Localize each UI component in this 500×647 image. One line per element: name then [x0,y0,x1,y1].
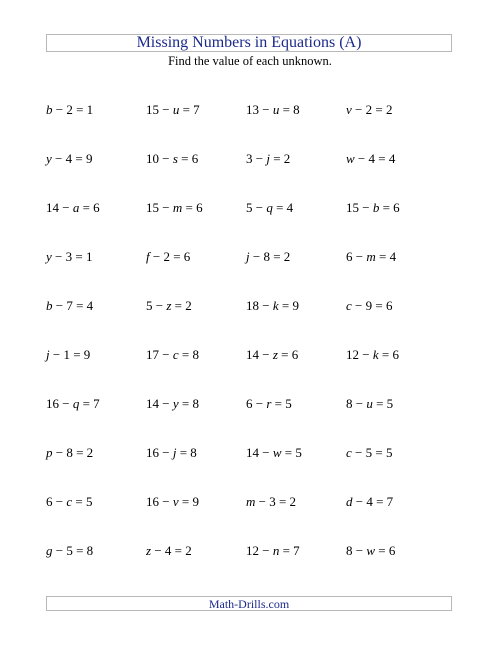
problem: 6 − c = 5 [46,494,93,509]
title-box [46,34,452,52]
problem: 6 − r = 5 [246,396,292,411]
problem: 15 − b = 6 [346,200,400,215]
problem: 8 − w = 6 [346,543,396,558]
footer-box [46,596,452,611]
problem: c − 5 = 5 [346,445,393,460]
problem: 15 − u = 7 [146,102,200,117]
problem: m − 3 = 2 [246,494,297,509]
problem: 12 − n = 7 [246,543,300,558]
problem: 16 − j = 8 [146,445,197,460]
problem: c − 9 = 6 [346,298,393,313]
problem: j − 1 = 9 [46,347,91,362]
problem: b − 2 = 1 [46,102,94,117]
instructions: Find the value of each unknown. [168,54,332,68]
problem: 15 − m = 6 [146,200,203,215]
problem: z − 4 = 2 [146,543,192,558]
problem: b − 7 = 4 [46,298,94,313]
problem: 10 − s = 6 [146,151,199,166]
problem: 14 − a = 6 [46,200,100,215]
problem: 14 − y = 8 [146,396,199,411]
footer-site[interactable]: Math-Drills.com [208,596,290,611]
problem: 5 − q = 4 [246,200,294,215]
problem-grid [46,100,456,570]
problem: f − 2 = 6 [146,249,191,264]
problem: 14 − w = 5 [246,445,302,460]
problem: g − 5 = 8 [46,543,94,558]
problem: 6 − m = 4 [346,249,397,264]
problem: j − 8 = 2 [246,249,291,264]
problem: 16 − v = 9 [146,494,199,509]
problem: d − 4 = 7 [346,494,394,509]
problem: v − 2 = 2 [346,102,393,117]
problem: p − 8 = 2 [46,445,94,460]
problem: y − 3 = 1 [46,249,93,264]
problem: 8 − u = 5 [346,396,394,411]
problem: 17 − c = 8 [146,347,199,362]
problem: 13 − u = 8 [246,102,300,117]
problem: 16 − q = 7 [46,396,100,411]
problem: y − 4 = 9 [46,151,93,166]
page-title: Missing Numbers in Equations (A) [136,34,362,51]
problem: 3 − j = 2 [246,151,291,166]
problem: w − 4 = 4 [346,151,396,166]
problem: 5 − z = 2 [146,298,192,313]
problem: 12 − k = 6 [346,347,399,362]
problem: 14 − z = 6 [246,347,299,362]
problem: 18 − k = 9 [246,298,299,313]
